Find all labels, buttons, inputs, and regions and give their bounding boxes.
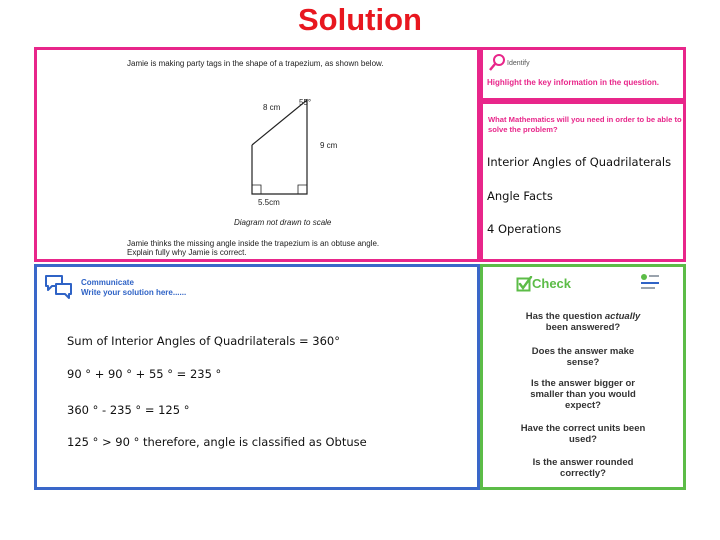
maths-panel bbox=[480, 101, 686, 262]
check-question-2: Does the answer make sense? bbox=[531, 346, 635, 368]
label-slant: 8 cm bbox=[263, 103, 281, 112]
school-logo-icon bbox=[639, 271, 661, 293]
communicate-heading: Communicate bbox=[81, 278, 134, 287]
check-label: Check bbox=[532, 276, 572, 291]
problem-question-2: Explain fully why Jamie is correct. bbox=[127, 248, 247, 257]
check-question-1: Has the question actually been answered? bbox=[525, 311, 641, 333]
page-title: Solution bbox=[298, 2, 422, 37]
check-question-4: Have the correct units been used? bbox=[520, 423, 646, 445]
identify-label: Identify bbox=[507, 60, 530, 67]
identify-instruction: Highlight the key information in the question. bbox=[487, 78, 659, 87]
communicate-panel bbox=[34, 264, 480, 490]
magnifier-icon bbox=[488, 53, 506, 73]
speech-bubbles-icon bbox=[44, 274, 74, 300]
solution-line: Sum of Interior Angles of Quadrilaterals = 360° bbox=[67, 334, 340, 348]
check-question-3: Is the answer bigger or smaller than you would expect? bbox=[530, 378, 636, 411]
communicate-subheading: Write your solution here...... bbox=[81, 288, 187, 297]
diagram-note: Diagram not drawn to scale bbox=[234, 218, 332, 227]
label-right-side: 9 cm bbox=[320, 141, 338, 150]
label-angle: 55° bbox=[299, 98, 312, 107]
label-base: 5.5cm bbox=[258, 198, 280, 207]
identify-panel bbox=[480, 47, 686, 101]
maths-item: 4 Operations bbox=[487, 222, 562, 236]
solution-line: 125 ° > 90 ° therefore, angle is classified as Obtuse bbox=[67, 435, 367, 449]
maths-question-2: solve the problem? bbox=[488, 125, 558, 134]
trapezium-diagram bbox=[242, 98, 322, 198]
solution-line: 360 ° - 235 ° = 125 ° bbox=[67, 403, 190, 417]
maths-item: Interior Angles of Quadrilaterals bbox=[487, 155, 672, 169]
problem-panel bbox=[34, 47, 480, 262]
maths-question-1: What Mathematics will you need in order to be able to bbox=[488, 115, 682, 124]
maths-item: Angle Facts bbox=[487, 189, 553, 203]
problem-question-1: Jamie thinks the missing angle inside the trapezium is an obtuse angle. bbox=[127, 239, 380, 248]
check-question-5: Is the answer rounded correctly? bbox=[532, 457, 634, 479]
solution-line: 90 ° + 90 ° + 55 ° = 235 ° bbox=[67, 367, 222, 381]
problem-intro: Jamie is making party tags in the shape of a trapezium, as shown below. bbox=[127, 59, 384, 68]
check-panel bbox=[480, 264, 686, 490]
